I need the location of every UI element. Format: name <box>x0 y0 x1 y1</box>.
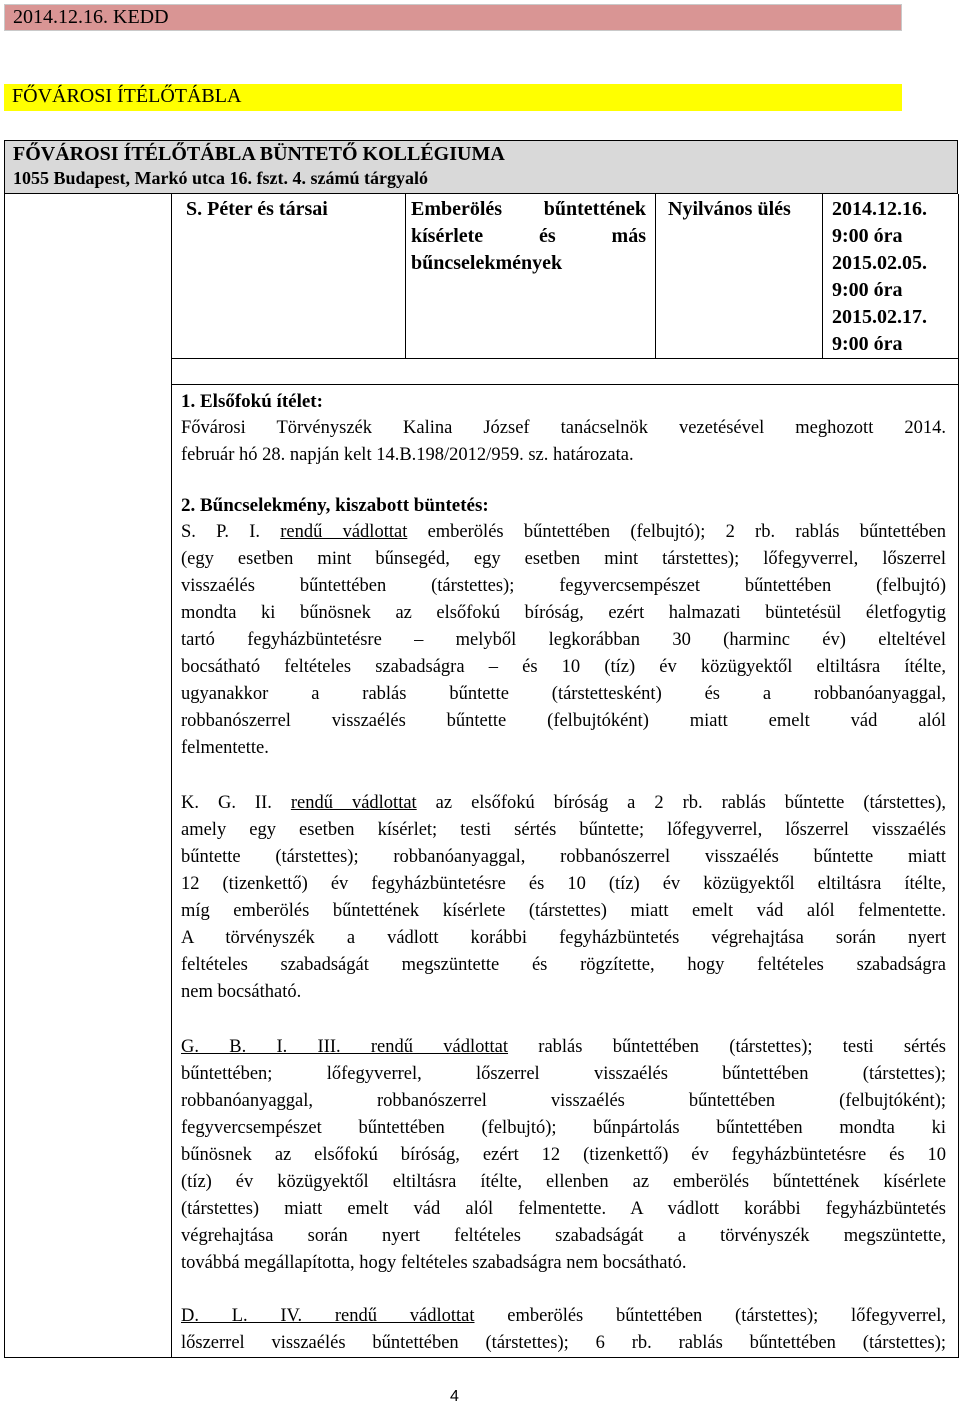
text-line: bűntette (társtettes); robbanóanyaggal, robbanószerrel visszaélés bűntette miatt <box>181 847 946 867</box>
text-line: felmentette. <box>181 738 269 758</box>
row-divider-1 <box>171 358 958 359</box>
text-line: visszaélés bűntettében (társtettes); fegyvercsempészet bűntettében (felbujtó) <box>181 576 946 596</box>
text-line: Fővárosi Törvényszék Kalina József tanácselnök vezetésével meghozott 2014. <box>181 418 946 438</box>
text-line: amely egy esetben kísérlet; testi sértés bűntette; lőfegyverrel, lőszerrel visszaélés <box>181 820 946 840</box>
date-bar-text: 2014.12.16. KEDD <box>13 6 169 28</box>
page-number: 4 <box>450 1388 459 1405</box>
text-line: 12 (tizenkettő) év fegyházbüntetésre és 10 (tíz) év közügyektől eltiltásra ítélte, <box>181 874 946 894</box>
row-divider-2 <box>171 384 958 385</box>
text-line: bűnösnek az elsőfokú bíróság, ezért 12 (tizenkettő) év fegyházbüntetésre és 10 <box>181 1145 946 1165</box>
defendant-3-paragraph <box>181 1034 946 1277</box>
text-line: nem bocsátható. <box>181 982 302 1002</box>
text-fragment: emberölés bűntettében (felbujtó); 2 rb. rablás bűntettében <box>427 522 946 542</box>
defendant-4-paragraph <box>181 1303 946 1357</box>
court-bar <box>4 84 902 111</box>
case-charge-line: Emberölés bűntettének <box>411 198 646 220</box>
defendant-1-rank: rendű vádlottat <box>280 522 408 542</box>
defendant-2-initials: K. G. II. <box>181 793 272 813</box>
column-divider-3 <box>655 194 656 358</box>
text-line <box>181 1034 946 1061</box>
defendant-2-paragraph <box>181 790 946 1006</box>
defendant-2-rank: rendű vádlottat <box>290 793 417 813</box>
hearing-time: 9:00 óra <box>832 225 903 247</box>
college-title: FŐVÁROSI ÍTÉLŐTÁBLA BÜNTETŐ KOLLÉGIUMA <box>13 143 505 165</box>
content-left-border <box>171 384 172 1358</box>
text-line: A törvényszék a vádlott korábbi fegyházbüntetés végrehajtása során nyert <box>181 928 946 948</box>
text-line: bocsátható feltételes szabadságra – és 10 (tíz) év közügyektől eltiltásra ítélte, <box>181 657 946 677</box>
section-2-heading: 2. Bűncselekmény, kiszabott büntetés: <box>181 495 489 516</box>
text-fragment: emberölés bűntettében (társtettes); lőfegyverrel, <box>507 1306 946 1326</box>
table-bottom-border <box>4 1357 959 1358</box>
table-left-border <box>4 194 5 1358</box>
text-line <box>181 790 946 817</box>
court-bar-text: FŐVÁROSI ÍTÉLŐTÁBLA <box>12 85 242 107</box>
text-line: (tíz) év közügyektől eltiltásra ítélte, ellenben az emberölés bűntettének kísérlete <box>181 1172 946 1192</box>
text-line <box>181 519 946 546</box>
text-line: bűntettében; lőfegyverrel, lőszerrel visszaélés bűntettében (társtettes); <box>181 1064 946 1084</box>
hearing-time: 9:00 óra <box>832 279 903 301</box>
text-line: (egy esetben mint bűnsegéd, egy esetben mint társtettes); lőfegyverrel, lőszerrel <box>181 549 946 569</box>
text-line: tartó fegyházbüntetésre – melyből legkorábban 30 (harminc év) elteltével <box>181 630 946 650</box>
text-line: február hó 28. napján kelt 14.B.198/2012/959. sz. határozata. <box>181 445 634 465</box>
section-1-text <box>181 415 946 469</box>
hearing-time: 9:00 óra <box>832 333 903 355</box>
defendant-4-initials: D. L. IV. rendű vádlottat <box>181 1306 475 1326</box>
text-line <box>181 1303 946 1330</box>
table-right-border <box>958 194 959 1358</box>
column-divider-5 <box>171 358 172 384</box>
column-divider-1 <box>171 194 172 358</box>
text-line: továbbá megállapította, hogy feltételes szabadságra nem bocsátható. <box>181 1253 687 1273</box>
defendant-1-initials: S. P. I. <box>181 522 261 542</box>
case-charge-line: kísérlete és más <box>411 225 646 247</box>
hearing-date: 2015.02.05. <box>832 252 927 274</box>
case-parties: S. Péter és társai <box>186 198 328 220</box>
column-divider-4 <box>822 194 823 358</box>
hearing-dates <box>832 196 927 358</box>
session-type: Nyilvános ülés <box>668 198 791 220</box>
text-line: feltételes szabadságát megszüntette és rögzítette, hogy feltételes szabadságra <box>181 955 946 975</box>
text-line: míg emberölés bűntettének kísérlete (társtettes) miatt emelt vád alól felmentette. <box>181 901 946 921</box>
defendant-3-initials: G. B. I. III. rendű vádlottat <box>181 1037 509 1057</box>
text-line: robbanóanyaggal, robbanószerrel visszaélés bűntettében (felbujtóként); <box>181 1091 946 1111</box>
defendant-1-paragraph <box>181 519 946 762</box>
hearing-date: 2014.12.16. <box>832 198 927 220</box>
hearing-date: 2015.02.17. <box>832 306 927 328</box>
date-bar <box>4 4 902 31</box>
text-line: fegyvercsempészet bűntettében (felbujtó); bűnpártolás bűntettében mondta ki <box>181 1118 946 1138</box>
text-line: lőszerrel visszaélés bűntettében (társtettes); 6 rb. rablás bűntettében (társtettes); <box>181 1333 946 1353</box>
section-1-heading: 1. Elsőfokú ítélet: <box>181 391 323 412</box>
text-fragment: rablás bűntettében (társtettes); testi sértés <box>538 1037 946 1057</box>
case-charge-line: bűncselekmények <box>411 252 563 274</box>
text-line: mondta ki bűnösnek az elsőfokú bíróság, ezért halmazati büntetésül életfogytig <box>181 603 946 623</box>
text-fragment: az elsőfokú bíróság a 2 rb. rablás bűntette (társtettes), <box>435 793 946 813</box>
column-divider-2 <box>405 194 406 358</box>
case-charge <box>411 196 646 277</box>
text-line: ugyanakkor a rablás bűntette (társtettesként) és a robbanóanyaggal, <box>181 684 946 704</box>
text-line: robbanószerrel visszaélés bűntette (felbujtóként) miatt emelt vád alól <box>181 711 946 731</box>
college-panel <box>4 140 958 194</box>
courtroom-address: 1055 Budapest, Markó utca 16. fszt. 4. számú tárgyaló <box>13 168 428 188</box>
text-line: végrehajtása során nyert feltételes szabadságát a törvényszék megszüntette, <box>181 1226 946 1246</box>
text-line: (társtettes) miatt emelt vád alól felmentette. A vádlott korábbi fegyházbüntetés <box>181 1199 946 1219</box>
